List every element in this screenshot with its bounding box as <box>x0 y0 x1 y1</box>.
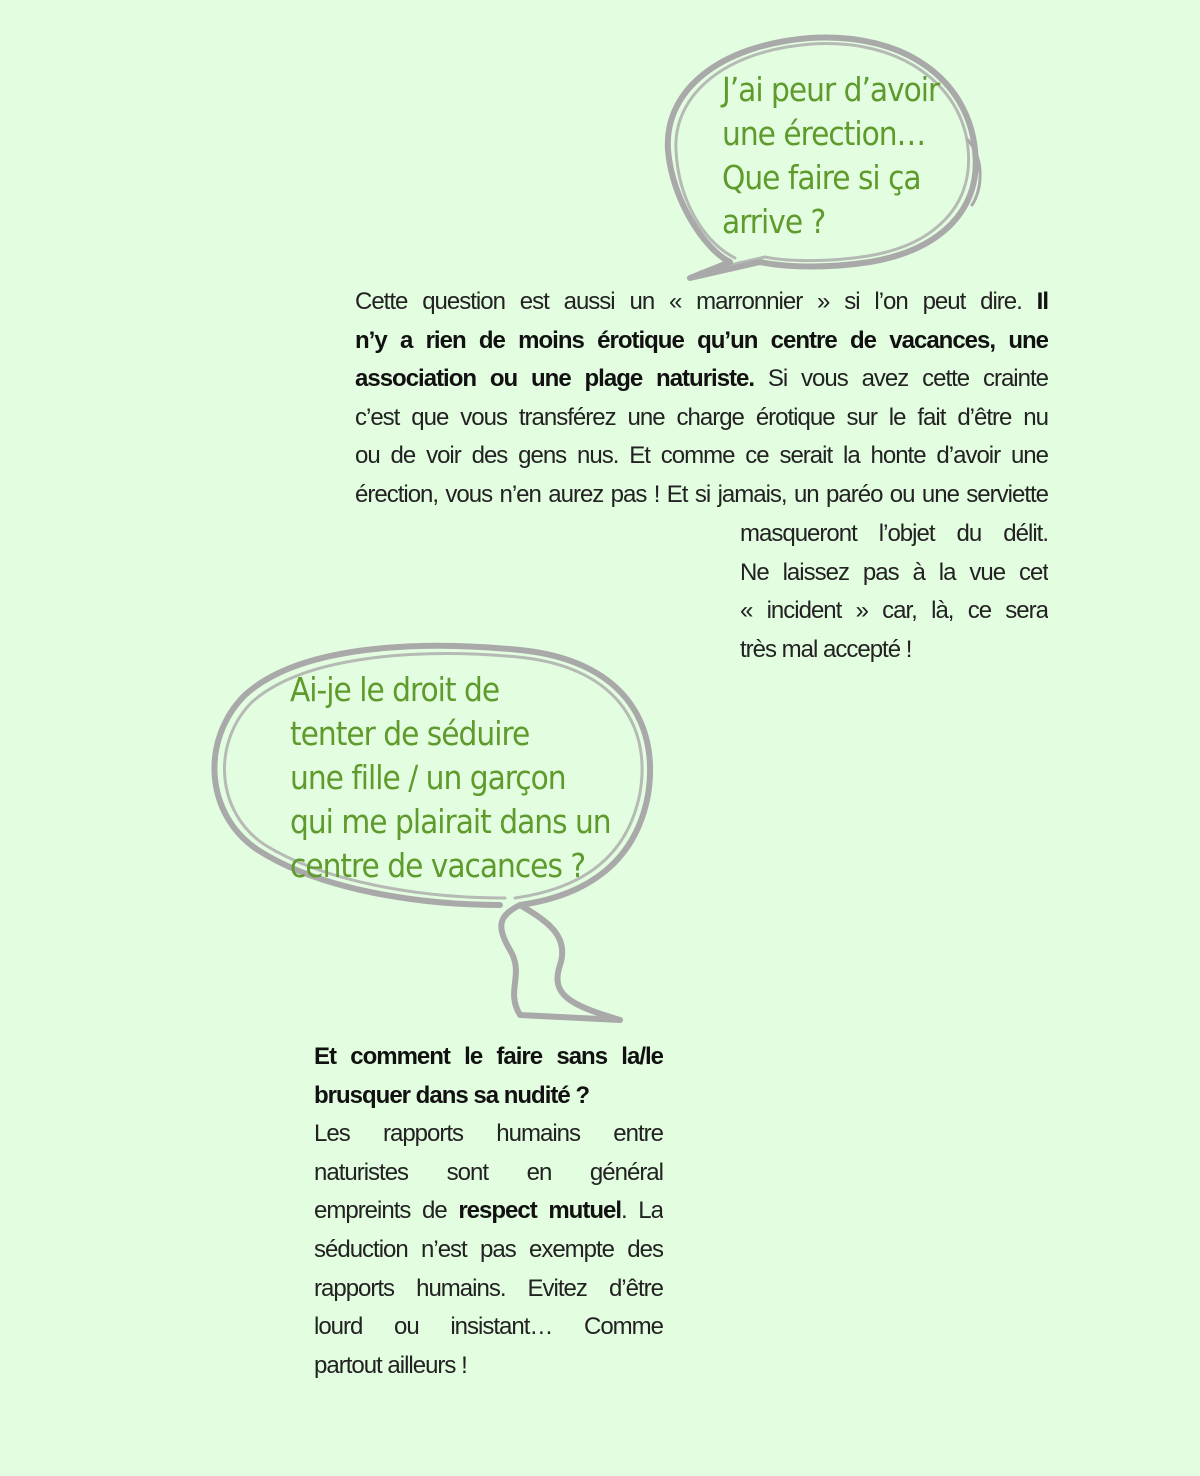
answer-1-emphasis: n’y a rien de moins érotique qu’un centre de vacances, une <box>355 326 1048 354</box>
answer-1 <box>355 283 1048 515</box>
question-1-line: Que faire si ça <box>722 158 921 197</box>
answer-2-line: partout ailleurs ! <box>314 1351 467 1379</box>
question-2-line: tenter de séduire <box>290 714 530 753</box>
question-1 <box>722 68 972 244</box>
answer-1-line: ou de voir des gens nus. Et comme ce serait la honte d’avoir une <box>355 442 1048 470</box>
question-1-line: J’ai peur d’avoir <box>722 70 940 109</box>
answer-1-line: très mal accepté ! <box>740 635 912 663</box>
answer-2-line: empreints de respect mutuel. La <box>314 1197 663 1225</box>
answer-2-heading: brusquer dans sa nudité ? <box>314 1081 590 1109</box>
question-2 <box>290 668 640 888</box>
question-2-line: centre de vacances ? <box>290 846 586 885</box>
answer-1-line <box>355 322 1048 361</box>
question-2-line: qui me plairait dans un <box>290 802 611 841</box>
answer-1-emphasis: association ou une plage naturiste. <box>355 365 755 393</box>
answer-2-line: lourd ou insistant… Comme <box>314 1313 663 1341</box>
question-2-line: une fille / un garçon <box>290 758 566 797</box>
answer-2-line: naturistes sont en général <box>314 1158 663 1186</box>
answer-1-line: érection, vous n’en aurez pas ! Et si jamais, un paréo ou une serviette <box>355 480 1048 508</box>
question-1-line: arrive ? <box>722 202 826 241</box>
answer-1-line: association ou une plage naturiste. Si vous avez cette crainte <box>355 365 1048 393</box>
answer-1-continued <box>740 515 1048 669</box>
answer-2-line: Les rapports humains entre <box>314 1120 663 1148</box>
answer-2-line: séduction n’est pas exempte des <box>314 1235 663 1263</box>
question-1-line: une érection… <box>722 114 926 153</box>
answer-1-line: Ne laissez pas à la vue cet <box>740 558 1048 586</box>
answer-2-line: rapports humains. Evitez d’être <box>314 1274 663 1302</box>
answer-2-heading: Et comment le faire sans la/le <box>314 1043 663 1070</box>
answer-1-line: Cette question est aussi un « marronnier » si l’on peut dire. Il <box>355 288 1048 315</box>
question-2-line: Ai-je le droit de <box>290 670 500 709</box>
answer-2-emphasis: respect mutuel <box>458 1197 622 1225</box>
answer-1-line: « incident » car, là, ce sera <box>740 597 1048 625</box>
answer-1-emphasis: Il <box>1036 288 1048 315</box>
answer-1-line: c’est que vous transférez une charge érotique sur le fait d’être nu <box>355 403 1048 431</box>
answer-2 <box>314 1038 663 1385</box>
answer-1-line: masqueront l’objet du délit. <box>740 520 1048 547</box>
